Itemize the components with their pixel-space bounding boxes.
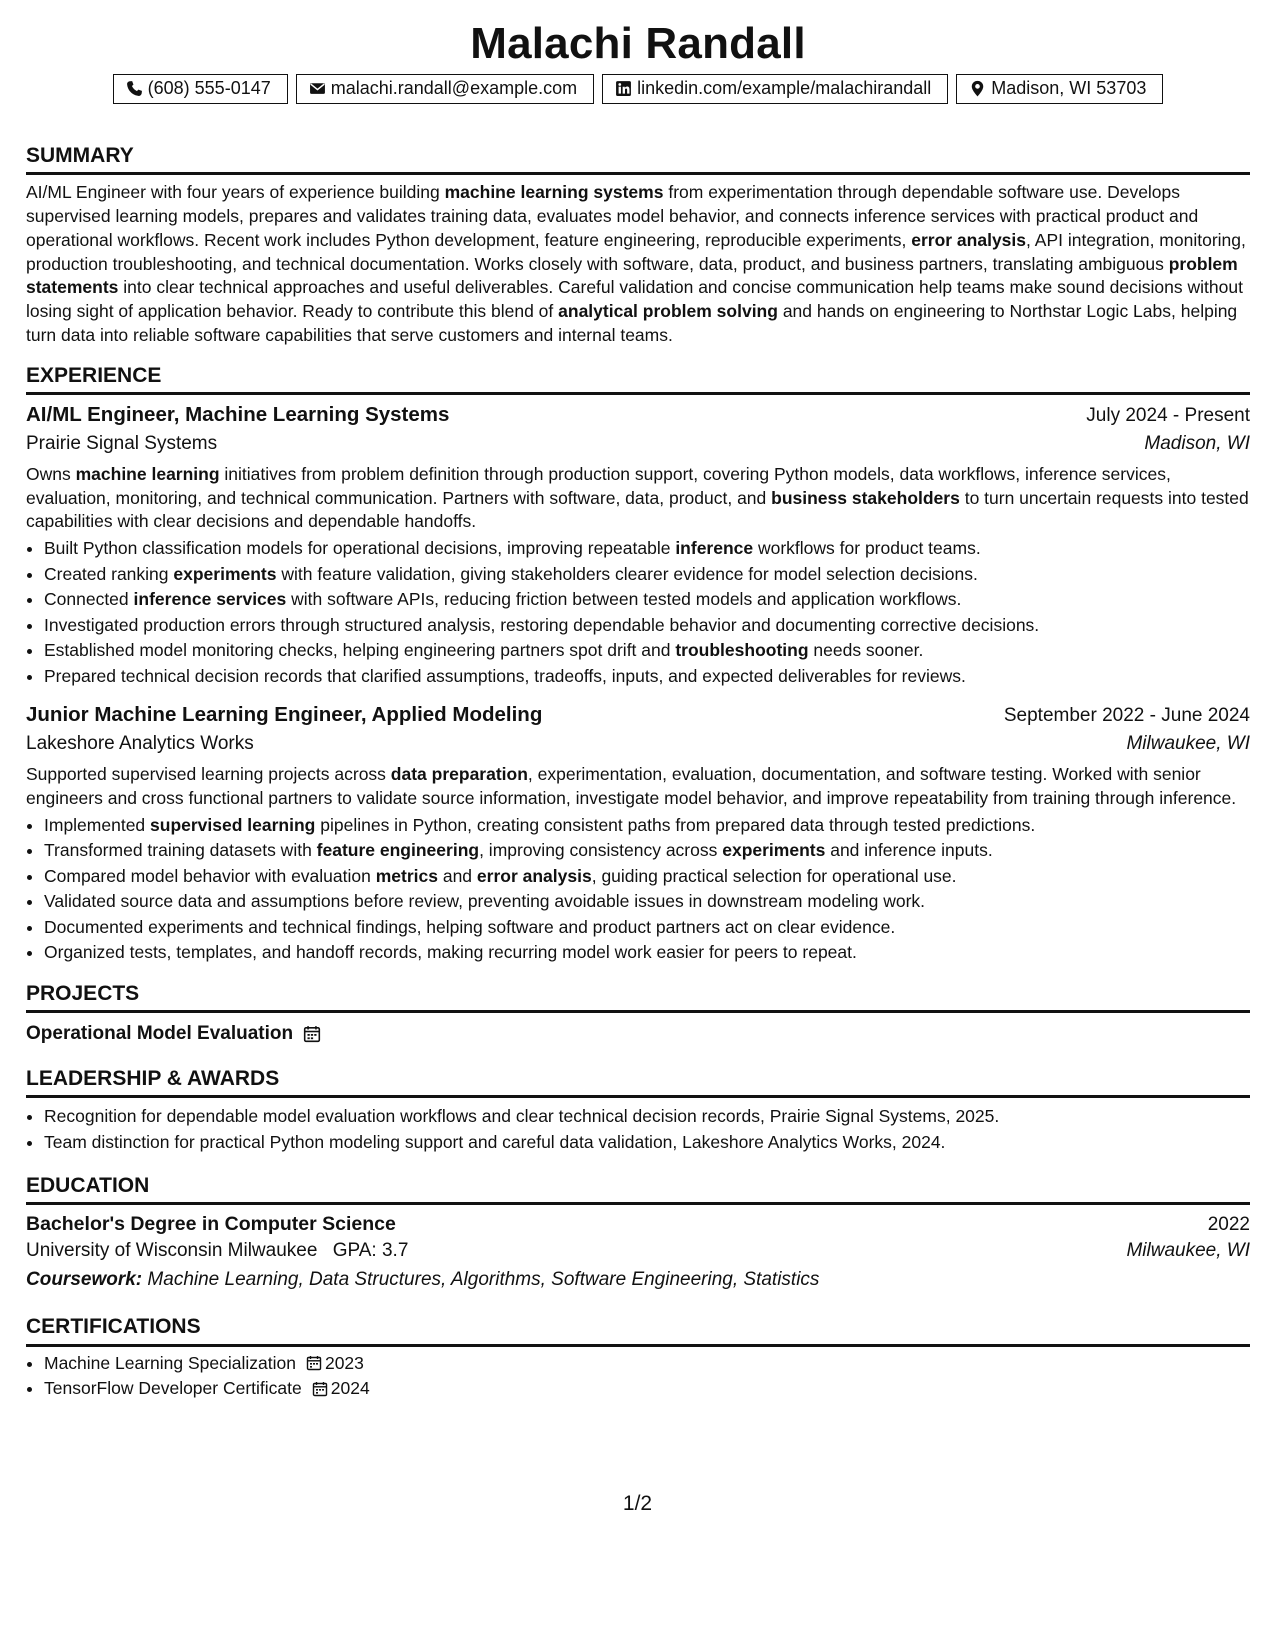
award-item: • Recognition for dependable model evaluation workflows and clear technical decision records, Prairie Signal Systems, 2025. [44,1104,1250,1130]
bullet-item: • Prepared technical decision records that clarified assumptions, tradeoffs, inputs, and expected deliverables for reviews. [44,664,1250,690]
certifications-list [26,1351,1250,1402]
candidate-name: Malachi Randall [470,19,806,68]
coursework-list: Machine Learning, Data Structures, Algorithms, Software Engineering, Statistics [147,1269,820,1291]
location-text: Madison, WI 53703 [991,78,1147,99]
bullet-item: • Built Python classification models for operational decisions, improving repeatable inference workflows for product teams. [44,536,1250,562]
job-title: AI/ML Engineer, Machine Learning Systems [26,403,450,427]
job-bullets [26,536,1250,689]
phone-text: (608) 555-0147 [147,78,271,99]
bullet-item: • Implemented supervised learning pipelines in Python, creating consistent paths from prepared data through tested predictions. [44,813,1250,839]
calendar-icon [303,1025,321,1043]
bullet-item: • Compared model behavior with evaluation metrics and error analysis, guiding practical selection for operational use. [44,864,1250,890]
job-entry [26,701,1250,966]
experience-section [26,362,1250,966]
certification-name: • Machine Learning Specialization [44,1352,296,1373]
certification-name: • TensorFlow Developer Certificate [44,1378,302,1399]
project-entry [26,1021,1250,1047]
job-description: Owns machine learning initiatives from problem definition through production support, covering Python models, data workflows, inference services, evaluation, monitoring, and technical communication. Partners with software, data, product, and business stakeholders to turn uncertain requests into tested capabilities with clear decisions and dependable handoffs. [26,463,1249,532]
phone-icon [126,80,143,97]
bullet-item: • Documented experiments and technical findings, helping software and product partners act on clear evidence. [44,915,1250,941]
graduation-year: 2022 [1207,1213,1250,1235]
bullet-item: • Validated source data and assumptions before review, preventing avoidable issues in downstream modeling work. [44,889,1250,915]
certifications-section [26,1313,1250,1401]
linkedin-chip[interactable] [602,74,948,103]
job-title: Junior Machine Learning Engineer, Applied Modeling [26,703,543,727]
section-title-experience: EXPERIENCE [26,362,1250,395]
job-description: Supported supervised learning projects across data preparation, experimentation, evaluation, documentation, and software testing. Worked with senior engineers and cross functional partners to validate source information, investigate model behavior, and improve repeatability from training through inference. [26,764,1237,808]
section-title-certifications: CERTIFICATIONS [26,1313,1250,1346]
section-title-projects: PROJECTS [26,980,1250,1013]
company-name: Prairie Signal Systems [26,432,218,454]
bullet-item: • Investigated production errors through structured analysis, restoring dependable behavior and documenting corrective decisions. [44,613,1250,639]
certification-year: 2023 [324,1352,364,1373]
job-location: Madison, WI [1144,432,1250,454]
email-link[interactable]: malachi.randall@example.com [330,78,578,99]
contact-bar [26,74,1250,103]
coursework [26,1267,1250,1293]
bullet-item: • Organized tests, templates, and handoff records, making recurring model work easier for peers to repeat. [44,940,1250,966]
gpa: GPA: 3.7 [332,1239,409,1261]
section-title-awards: LEADERSHIP & AWARDS [26,1065,1250,1098]
map-pin-icon [969,80,986,97]
email-chip[interactable] [296,74,594,103]
bullet-item: • Established model monitoring checks, helping engineering partners spot drift and troubleshooting needs sooner. [44,638,1250,664]
calendar-icon [312,1381,328,1397]
job-dates: September 2022 - June 2024 [1003,705,1250,727]
summary-text: AI/ML Engineer with four years of experience building machine learning systems from experimentation through dependable software use. Develops supervised learning models, prepares and validates training data, evaluates model behavior, and connects inference services with practical product and operational workflows. Recent work includes Python development, feature engineering, reproducible experiments, error analysis, API integration, monitoring, production troubleshooting, and technical documentation. Works closely with software, data, product, and business partners, translating ambiguous problem statements into clear technical approaches and useful deliverables. Careful validation and concise communication help teams make sound decisions without losing sight of application behavior. Ready to contribute this blend of analytical problem solving and hands on engineering to Northstar Logic Labs, helping turn data into reliable software capabilities that serve customers and internal teams. [26,182,1246,345]
company-name: Lakeshore Analytics Works [26,733,254,755]
resume-page [26,20,1250,1402]
phone-chip [113,74,288,103]
section-title-summary: SUMMARY [26,142,1250,175]
linkedin-link[interactable]: linkedin.com/example/malachirandall [637,78,932,99]
school-location: Milwaukee, WI [1126,1239,1250,1261]
bullet-item: • Connected inference services with software APIs, reducing friction between tested models and application workflows. [44,587,1250,613]
job-location: Milwaukee, WI [1126,733,1250,755]
projects-section [26,980,1250,1047]
job-bullets [26,813,1250,966]
summary-section [26,142,1250,348]
bullet-item: • Created ranking experiments with feature validation, giving stakeholders clearer evidence for model selection decisions. [44,562,1250,588]
bullet-item: • Transformed training datasets with feature engineering, improving consistency across experiments and inference inputs. [44,838,1250,864]
page-number: 1/2 [622,1492,653,1515]
education-section [26,1172,1250,1294]
certification-item [44,1351,1250,1377]
calendar-icon [306,1355,322,1371]
certification-year: 2024 [330,1378,370,1399]
job-entry [26,401,1250,689]
envelope-icon [309,80,326,97]
coursework-label: Coursework: [26,1269,143,1291]
location-chip [956,74,1163,103]
linkedin-icon [615,80,632,97]
section-title-education: EDUCATION [26,1172,1250,1205]
award-item: • Team distinction for practical Python modeling support and careful data validation, Lakeshore Analytics Works, 2024. [44,1130,1250,1156]
awards-list [26,1104,1250,1155]
job-dates: July 2024 - Present [1086,405,1250,427]
project-name: Operational Model Evaluation [26,1023,294,1045]
certification-item [44,1376,1250,1402]
school-name: University of Wisconsin Milwaukee [26,1239,318,1261]
degree-title: Bachelor's Degree in Computer Science [26,1212,396,1235]
awards-section [26,1065,1250,1155]
